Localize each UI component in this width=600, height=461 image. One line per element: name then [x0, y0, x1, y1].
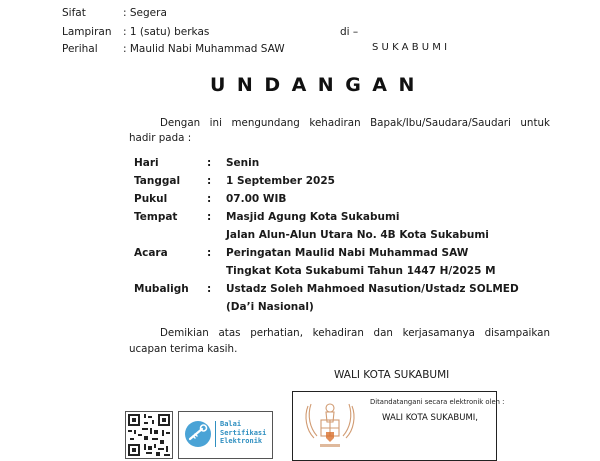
bsre-logo — [178, 411, 273, 459]
detail-value-hari: Senin — [226, 157, 260, 169]
document-title: UNDANGAN — [210, 74, 426, 96]
detail-value-acara-2: Tingkat Kota Sukabumi Tahun 1447 H/2025 M — [226, 265, 496, 277]
signatory-office: WALI KOTA SUKABUMI — [334, 369, 450, 381]
sifat-value: : Segera — [123, 7, 167, 19]
detail-label-hari: Hari — [134, 157, 159, 169]
bsre-line-2: Sertifikasi — [220, 428, 267, 437]
detail-label-tanggal: Tanggal — [134, 175, 181, 187]
detail-value-pukul: 07.00 WIB — [226, 193, 287, 205]
garuda-emblem-icon — [300, 396, 360, 450]
qr-code[interactable] — [125, 411, 173, 459]
recipient-city: SUKABUMI — [372, 42, 451, 53]
signature-note: Ditandatangani secara elektronik oleh : — [370, 398, 505, 406]
bsre-label — [220, 420, 266, 446]
lampiran-value: : 1 (satu) berkas — [123, 26, 210, 38]
signatory-name: WALI KOTA SUKABUMI, — [382, 413, 478, 423]
detail-label-acara: Acara — [134, 247, 168, 259]
bsre-line-3: Elektronik — [220, 437, 263, 445]
detail-value-mubaligh-2: (Da’i Nasional) — [226, 301, 314, 313]
bsre-divider — [215, 421, 216, 447]
bsre-line-1: Balai — [220, 420, 242, 428]
intro-line-2: hadir pada : — [129, 132, 192, 144]
recipient-prefix: di – — [340, 26, 359, 38]
detail-colon: : — [207, 157, 212, 169]
detail-value-acara-1: Peringatan Maulid Nabi Muhammad SAW — [226, 247, 469, 259]
detail-label-tempat: Tempat — [134, 211, 178, 223]
closing-line-1: Demikian atas perhatian, kehadiran dan kerjasamanya disampaikan — [160, 327, 550, 339]
perihal-value: : Maulid Nabi Muhammad SAW — [123, 43, 285, 55]
detail-colon: : — [207, 193, 212, 205]
detail-label-pukul: Pukul — [134, 193, 168, 205]
intro-line-1: Dengan ini mengundang kehadiran Bapak/Ibu/Saudara/Saudari untuk — [160, 117, 550, 129]
detail-value-mubaligh-1: Ustadz Soleh Mahmoed Nasution/Ustadz SOLMED — [226, 283, 519, 295]
closing-line-2: ucapan terima kasih. — [129, 343, 238, 355]
qr-code-icon — [126, 412, 172, 458]
detail-value-tanggal: 1 September 2025 — [226, 175, 335, 187]
detail-colon: : — [207, 247, 212, 259]
perihal-label: Perihal — [62, 43, 98, 55]
detail-value-tempat-1: Masjid Agung Kota Sukabumi — [226, 211, 400, 223]
detail-label-mubaligh: Mubaligh — [134, 283, 189, 295]
detail-value-tempat-2: Jalan Alun-Alun Utara No. 4B Kota Sukabumi — [226, 229, 489, 241]
lampiran-label: Lampiran — [62, 26, 112, 38]
sifat-label: Sifat — [62, 7, 86, 19]
bsre-key-icon — [184, 420, 212, 448]
detail-colon: : — [207, 283, 212, 295]
detail-colon: : — [207, 175, 212, 187]
detail-colon: : — [207, 211, 212, 223]
